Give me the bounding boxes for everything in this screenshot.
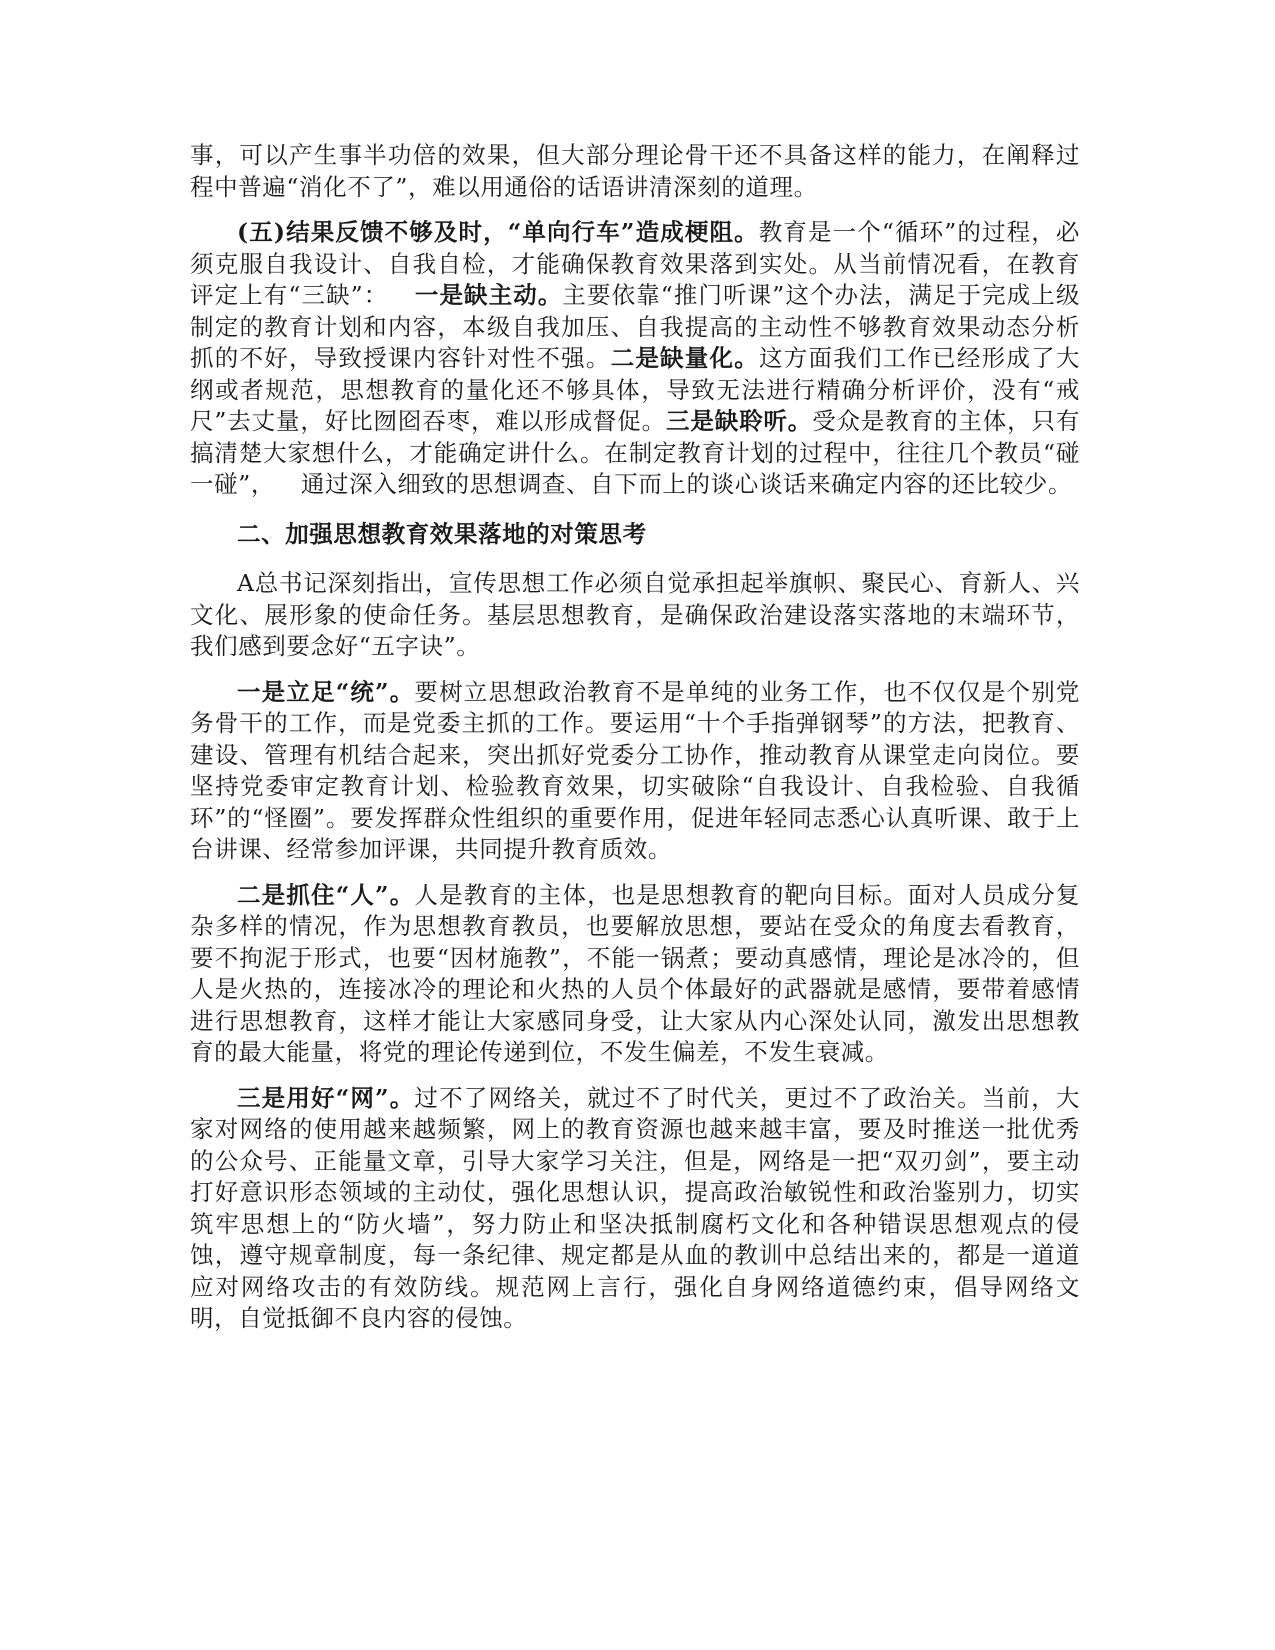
- paragraph-point-3: [190, 1083, 1080, 1335]
- paragraph-point-1: [190, 677, 1080, 866]
- paragraph-text: 教育是一个“循环”的过程，必须克服自我设计、自我自检，才能确保教育效果落到实处。从当前情况看，在教育评定上有“三缺”：: [190, 218, 1080, 309]
- paragraph-text: 通过深入细致的思想调查、自下而上的谈心谈话来确定内容的还比较少。: [300, 470, 1073, 498]
- paragraph-lead: 二是抓住“人”。: [237, 880, 415, 909]
- paragraph-point-2: [190, 880, 1080, 1069]
- paragraph-text: 要树立思想政治教育不是单纯的业务工作，也不仅仅是个别党务骨干的工作，而是党委主抓的工作。要运用“十个手指弹钢琴”的方法，把教育、建设、管理有机结合起来，突出抓好党委分工协作，推动教育从课堂走向岗位。要坚持党委审定教育计划、检验教育效果，切实破除“自我设计、自我检验、自我循环”的“怪圈”。要发挥群众性组织的重要作用，促进年轻同志悉心认真听课、敢于上台讲课、经常参加评课，共同提升教育质效。: [190, 677, 1080, 863]
- paragraph-lead: 一是立足“统”。: [237, 677, 415, 706]
- section-heading: 二、加强思想教育效果落地的对策思考: [237, 519, 647, 548]
- document-body: [190, 140, 1080, 1349]
- paragraph-lead: (五)结果反馈不够及时，“单向行车”造成梗阻。: [237, 218, 759, 246]
- paragraph-intro: A总书记深刻指出，宣传思想工作必须自觉承担起举旗帜、聚民心、育新人、兴文化、展形象的使命任务。基层思想教育，是确保政治建设落实落地的末端环节，我们感到要念好“五字诀”。: [190, 569, 1080, 660]
- paragraph-text: 主要依靠“推门听课”这个办法，满足于完成上级制定的教育计划和内容，本级自我加压、自我提高的主动性不够教育效果动态分析抓的不好，导致授课内容针对性不强。: [190, 281, 1080, 372]
- paragraph-text: 人是教育的主体，也是思想教育的靶向目标。面对人员成分复杂多样的情况，作为思想教育教员，也要解放思想，要站在受众的角度去看教育，要不拘泥于形式，也要“因材施教”，不能一锅煮；要动真感情，理论是冰冷的，但人是火热的，连接冰冷的理论和火热的人员个体最好的武器就是感情，要带着感情进行思想教育，这样才能让大家感同身受，让大家从内心深处认同，激发出思想教育的最大能量，将党的理论传递到位，不发生偏差，不发生衰减。: [190, 880, 1080, 1066]
- paragraph-text: 这方面我们工作已经形成了大纲或者规范，思想教育的量化还不够具体，导致无法进行精确分析评价，没有“戒尺”去丈量，好比囫囵吞枣，难以形成督促。: [190, 344, 1080, 435]
- point-lead-2: 二是缺量化。: [610, 344, 760, 372]
- paragraph-feedback: [190, 217, 1080, 501]
- point-lead-1: 一是缺主动。: [414, 281, 563, 309]
- paragraph-text: 受众是教育的主体，只有搞清楚大家想什么，才能确定讲什么。在制定教育计划的过程中，往往几个教员“碰一碰”，: [190, 407, 1081, 498]
- point-lead-3: 三是缺聆听。: [665, 407, 813, 435]
- paragraph-lead: 三是用好“网”。: [237, 1083, 415, 1112]
- paragraph-continuation: 事，可以产生事半功倍的效果，但大部分理论骨干还不具备这样的能力，在阐释过程中普遍“消化不了”，难以用通俗的话语讲清深刻的道理。: [190, 141, 1080, 201]
- paragraph-text: 过不了网络关，就过不了时代关，更过不了政治关。当前，大家对网络的使用越来越频繁，网上的教育资源也越来越丰富，要及时推送一批优秀的公众号、正能量文章，引导大家学习关注，但是，网络是一把“双刃剑”，要主动打好意识形态领域的主动仗，强化思想认识，提高政治敏锐性和政治鉴别力，切实筑牢思想上的“防火墙”，努力防止和坚决抵制腐朽文化和各种错误思想观点的侵蚀，遵守规章制度，每一条纪律、规定都是从血的教训中总结出来的，都是一道道应对网络攻击的有效防线。规范网上言行，强化自身网络道德约束，倡导网络文明，自觉抵御不良内容的侵蚀。: [190, 1083, 1080, 1332]
